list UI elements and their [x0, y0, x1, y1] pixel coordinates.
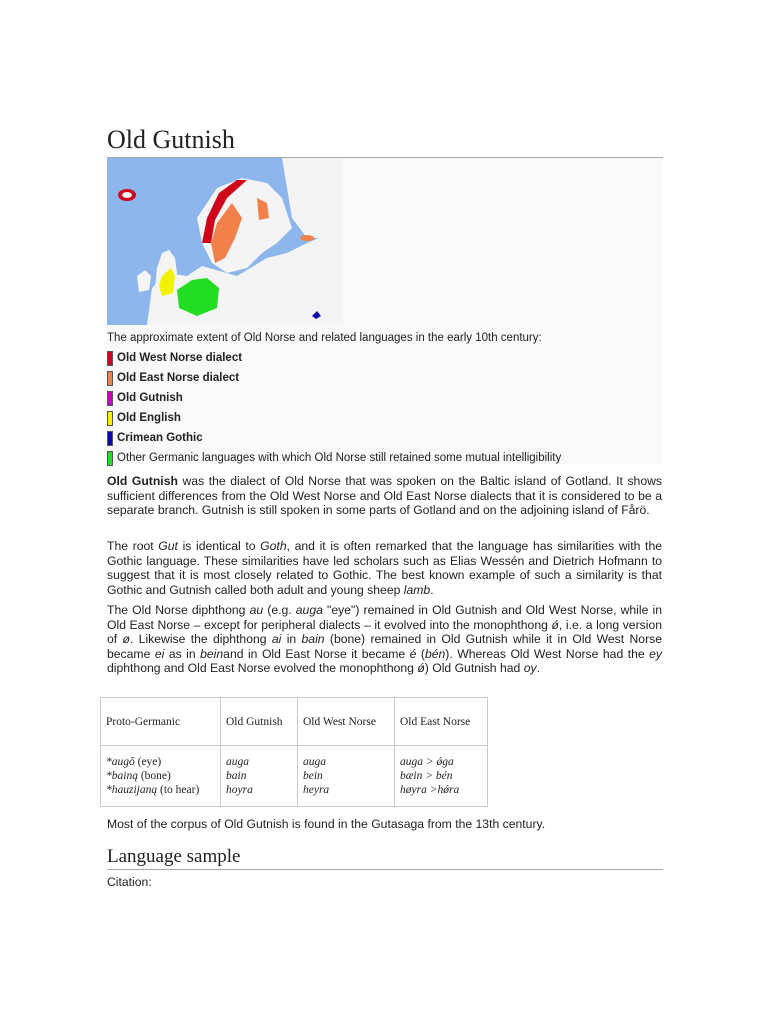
italic-run: ø [122, 632, 130, 647]
cell-line: auga [226, 756, 249, 768]
proto-word: *bainą [106, 770, 138, 782]
italic-run: auga [295, 603, 323, 617]
cell-line: bein [303, 770, 323, 782]
proto-gloss: (eye) [134, 756, 162, 768]
text-run: in [281, 632, 302, 647]
legend-label: Old West Norse dialect [117, 352, 243, 364]
text-run: , i.e. a long version of [107, 617, 663, 647]
legend-item [107, 388, 663, 408]
text-run: diphthong and Old East Norse evolved the monophthong [107, 661, 418, 676]
table-header-row [101, 698, 488, 746]
text-run: and in Old East Norse it became [223, 646, 410, 661]
table-cell [298, 746, 395, 807]
intro-text: was the dialect of Old Norse that was spoken on the Baltic island of Gotland. It shows sufficient differences from the Old West Norse and Old East Norse dialects that it is considered to be a separate branch. Gutnish is still spoken in some parts of Gotland and on the adjoining island of Fårö. [107, 474, 662, 518]
cell-line: bæin > bén [400, 770, 453, 782]
table-header-cell: Old West Norse [298, 698, 395, 746]
text-run: (bone) remained in Old Gutnish while it in Old West Norse became [107, 632, 663, 661]
table-header-cell: Old East Norse [395, 698, 488, 746]
map-image [107, 158, 343, 325]
italic-run: ai [271, 632, 282, 647]
table-cell [221, 746, 298, 807]
italic-run: Gut [158, 539, 178, 553]
proto-word: *hauzijaną [106, 784, 158, 796]
legend-label: Other Germanic languages with which Old Norse still retained some mutual intelligibility [117, 452, 562, 464]
proto-gloss: (bone) [137, 770, 171, 782]
text-run: is identical to [177, 539, 261, 553]
citation-label: Citation: [107, 875, 152, 889]
cell-line: auga > ǿga [400, 756, 454, 768]
map-figure [107, 158, 663, 464]
legend-label: Old Gutnish [117, 392, 183, 404]
proto-word: *augô [106, 756, 135, 768]
legend-item [107, 408, 663, 428]
italic-run: é [409, 646, 417, 661]
intro-bold-lead: Old Gutnish [107, 474, 178, 488]
legend-swatch [107, 411, 113, 426]
text-run: ). Whereas Old West Norse had the [445, 646, 650, 661]
text-run: ( [416, 646, 425, 661]
page-title: Old Gutnish [107, 125, 663, 158]
italic-run: lamb [403, 582, 431, 597]
text-run: (e.g. [263, 603, 296, 617]
italic-run: bain [301, 632, 325, 647]
cell-line: høyra >hǿra [400, 784, 460, 796]
table-row [101, 746, 488, 807]
section-title: Language sample [107, 845, 663, 870]
legend-swatch [107, 451, 113, 466]
legend-label: Crimean Gothic [117, 432, 203, 444]
cell-line: auga [303, 756, 326, 768]
text-run: . [536, 661, 540, 676]
legend-label: Old East Norse dialect [117, 372, 240, 384]
italic-run: bén [424, 646, 446, 661]
italic-run: ǿ [417, 661, 425, 676]
cell-line: hoyra [226, 784, 253, 796]
table-cell [395, 746, 488, 807]
text-run: The Old Norse diphthong [107, 603, 250, 617]
legend-item [107, 448, 663, 468]
italic-run: ǿ [551, 617, 559, 632]
map-legend [107, 348, 663, 468]
italic-run: oy [523, 661, 537, 676]
table-header-cell: Old Gutnish [221, 698, 298, 746]
cell-line: bain [226, 770, 247, 782]
table-header-cell: Proto-Germanic [101, 698, 221, 746]
map-caption: The approximate extent of Old Norse and related languages in the early 10th century: [107, 332, 542, 344]
root-paragraph [107, 539, 662, 597]
legend-swatch [107, 351, 113, 366]
text-run: as in [164, 646, 201, 661]
italic-run: bein [200, 646, 224, 661]
intro-paragraph [107, 474, 662, 518]
corpus-paragraph: Most of the corpus of Old Gutnish is found in the Gutasaga from the 13th century. [107, 817, 546, 831]
text-run: . Likewise the diphthong [129, 632, 272, 647]
text-run: ) Old Gutnish had [424, 661, 524, 676]
legend-item [107, 348, 663, 368]
legend-item [107, 428, 663, 448]
italic-run: ei [154, 646, 165, 661]
legend-item [107, 368, 663, 388]
text-run: , and it is often remarked that the language has similarities with the Gothic language. These similarities have led scholars such as Elias Wessén and Dietrich Hofmann to suggest that it is most closely related to Gothic. The best known example of such a similarity is that Gothic and Gutnish called both adult and young sheep [107, 539, 662, 597]
italic-run: au [249, 603, 264, 617]
comparison-table [100, 697, 488, 807]
text-run: The root [107, 539, 159, 553]
cell-line: heyra [303, 784, 330, 796]
italic-run: ey [649, 646, 662, 661]
text-run: "eye") remained in Old Gutnish and Old West Norse, while in Old East Norse – except for peripheral dialects – it evolved into the monophthong [107, 603, 662, 632]
legend-swatch [107, 391, 113, 406]
text-run: . [430, 582, 434, 597]
diphthong-paragraph [107, 603, 662, 676]
legend-swatch [107, 431, 113, 446]
legend-swatch [107, 371, 113, 386]
italic-run: Goth [260, 539, 287, 553]
proto-gloss: (to hear) [157, 784, 200, 796]
table-cell [101, 746, 221, 807]
legend-label: Old English [117, 412, 181, 424]
